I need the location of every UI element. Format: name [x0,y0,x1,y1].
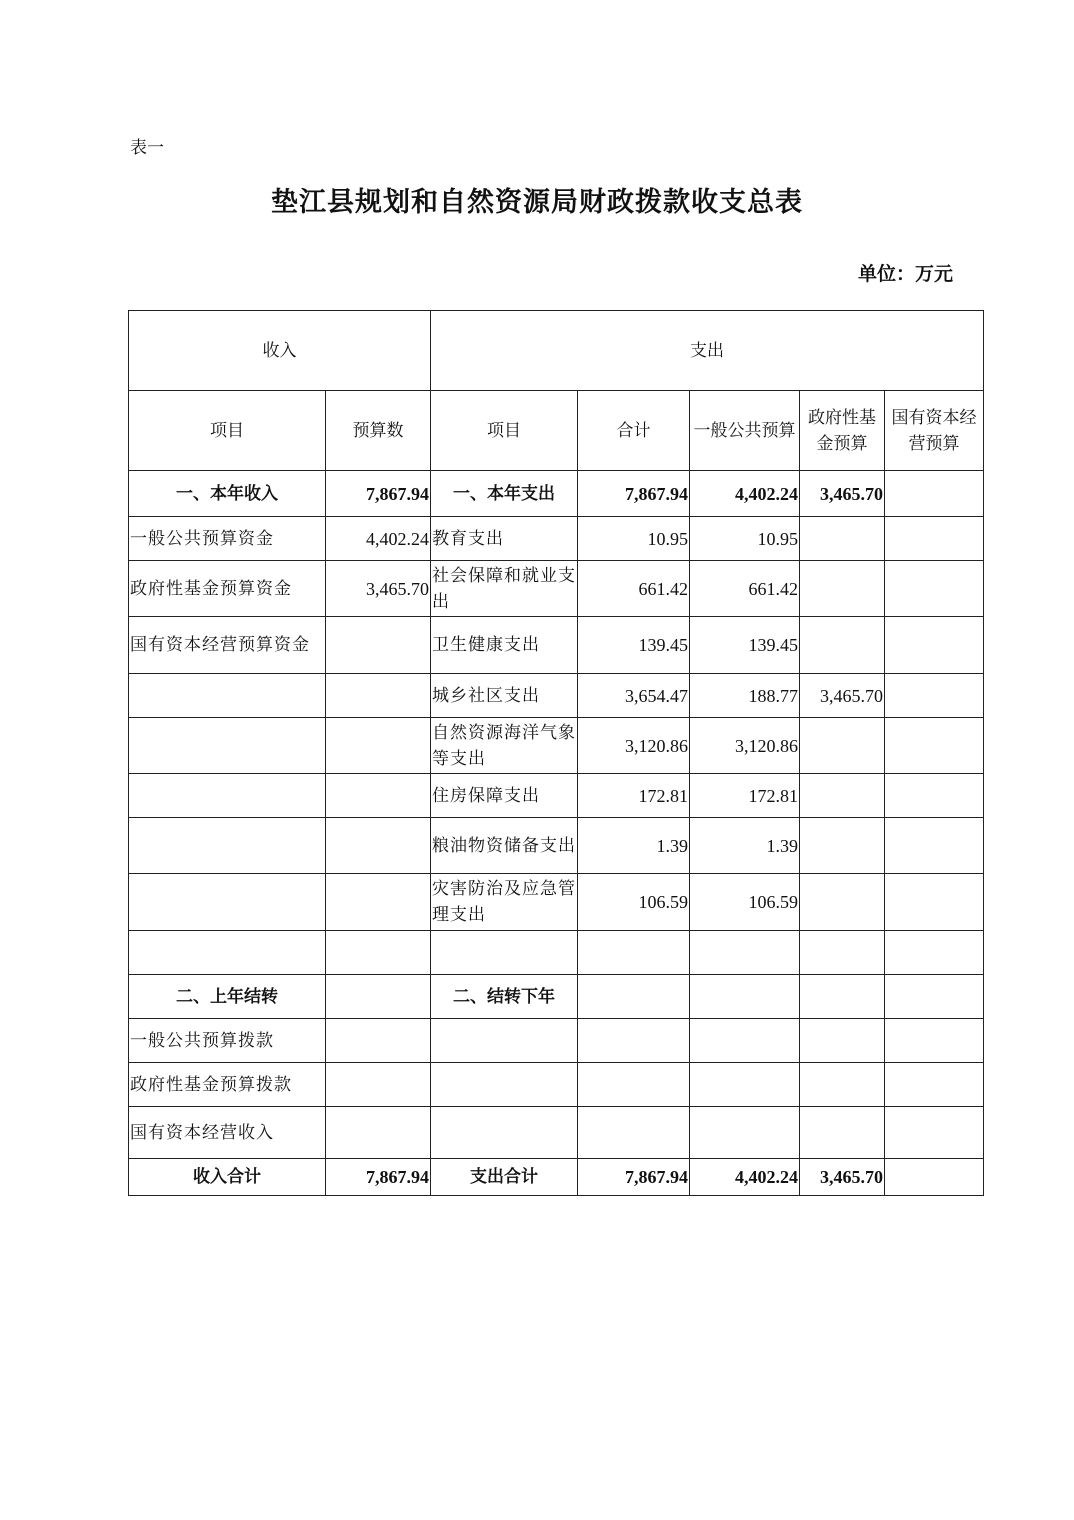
income-header: 收入 [129,311,431,391]
expense-total: 661.42 [578,561,690,617]
income-value [326,874,431,931]
expense-total: 3,120.86 [578,718,690,774]
gov-fund-value [800,818,885,874]
gov-fund-value [800,617,885,674]
income-item: 二、上年结转 [129,975,326,1019]
income-budget-header: 预算数 [326,391,431,471]
expense-item-header: 项目 [431,391,578,471]
expense-total: 10.95 [578,517,690,561]
state-capital-value [885,674,984,718]
income-item [129,674,326,718]
expense-item: 卫生健康支出 [431,617,578,674]
income-value [326,617,431,674]
expense-item: 教育支出 [431,517,578,561]
expense-item: 住房保障支出 [431,774,578,818]
state-capital-value [885,617,984,674]
expense-item [431,1107,578,1159]
table-row [129,718,984,774]
gov-fund-value [800,1107,885,1159]
gov-fund-value [800,561,885,617]
income-item: 政府性基金预算资金 [129,561,326,617]
income-value [326,774,431,818]
expense-item [431,1063,578,1107]
general-budget-value [690,931,800,975]
income-item: 国有资本经营预算资金 [129,617,326,674]
general-budget-value: 10.95 [690,517,800,561]
general-budget-value: 4,402.24 [690,471,800,517]
table-row [129,471,984,517]
income-item: 一、本年收入 [129,471,326,517]
gov-fund-value: 3,465.70 [800,471,885,517]
income-total-label: 收入合计 [129,1159,326,1196]
general-budget-value [690,1019,800,1063]
gov-fund-header: 政府性基金预算 [800,391,885,471]
income-value [326,975,431,1019]
expense-item: 城乡社区支出 [431,674,578,718]
expense-item [431,1019,578,1063]
expense-total: 1.39 [578,818,690,874]
income-item [129,818,326,874]
income-value [326,818,431,874]
general-budget-value: 1.39 [690,818,800,874]
finance-summary-table [128,310,984,1196]
expense-total-label: 支出合计 [431,1159,578,1196]
expense-total: 106.59 [578,874,690,931]
general-budget-value [690,975,800,1019]
general-budget-value: 3,120.86 [690,718,800,774]
expense-total [578,1107,690,1159]
table-row [129,1019,984,1063]
table-row [129,674,984,718]
state-capital-value [885,1159,984,1196]
expense-total: 3,654.47 [578,674,690,718]
state-capital-value [885,874,984,931]
income-item: 政府性基金预算拨款 [129,1063,326,1107]
table-row [129,774,984,818]
table-row [129,517,984,561]
page-title: 垫江县规划和自然资源局财政拨款收支总表 [271,187,803,218]
income-value [326,718,431,774]
state-capital-value [885,931,984,975]
gov-fund-value [800,975,885,1019]
gov-fund-value [800,1019,885,1063]
expense-total [578,931,690,975]
income-value: 3,465.70 [326,561,431,617]
expense-item: 粮油物资储备支出 [431,818,578,874]
header-row-sub [129,391,984,471]
expense-total: 139.45 [578,617,690,674]
general-budget-value: 106.59 [690,874,800,931]
income-item: 国有资本经营收入 [129,1107,326,1159]
income-item [129,774,326,818]
income-value [326,1063,431,1107]
expense-total [578,1063,690,1107]
income-item [129,718,326,774]
income-value [326,1019,431,1063]
state-capital-value [885,975,984,1019]
expense-item [431,931,578,975]
state-capital-value [885,774,984,818]
table-row [129,561,984,617]
state-capital-value [885,471,984,517]
income-item [129,874,326,931]
gov-fund-value: 3,465.70 [800,674,885,718]
income-item [129,931,326,975]
income-item: 一般公共预算拨款 [129,1019,326,1063]
expense-item: 一、本年支出 [431,471,578,517]
income-value: 4,402.24 [326,517,431,561]
general-budget-value: 4,402.24 [690,1159,800,1196]
state-capital-value [885,1019,984,1063]
expense-total: 7,867.94 [578,1159,690,1196]
general-budget-value: 661.42 [690,561,800,617]
total-row [129,1159,984,1196]
expense-item: 自然资源海洋气象等支出 [431,718,578,774]
general-budget-value [690,1107,800,1159]
income-value [326,674,431,718]
expense-total: 172.81 [578,774,690,818]
general-budget-value: 172.81 [690,774,800,818]
table-row [129,874,984,931]
expense-total [578,1019,690,1063]
unit-label: 单位：万元 [858,263,954,285]
table-row [129,1063,984,1107]
header-row-top [129,311,984,391]
gov-fund-value [800,1063,885,1107]
general-budget-header: 一般公共预算 [690,391,800,471]
income-value [326,1107,431,1159]
table-row [129,931,984,975]
table-row [129,975,984,1019]
income-value: 7,867.94 [326,471,431,517]
gov-fund-value [800,517,885,561]
table-row [129,818,984,874]
income-value [326,931,431,975]
general-budget-value: 188.77 [690,674,800,718]
state-capital-value [885,818,984,874]
gov-fund-value [800,874,885,931]
state-capital-value [885,517,984,561]
state-capital-value [885,1063,984,1107]
state-capital-header: 国有资本经营预算 [885,391,984,471]
expense-item: 社会保障和就业支出 [431,561,578,617]
table-row [129,1107,984,1159]
state-capital-value [885,1107,984,1159]
expense-header: 支出 [431,311,984,391]
income-item: 一般公共预算资金 [129,517,326,561]
expense-item: 二、结转下年 [431,975,578,1019]
gov-fund-value: 3,465.70 [800,1159,885,1196]
general-budget-value: 139.45 [690,617,800,674]
expense-total: 7,867.94 [578,471,690,517]
income-item-header: 项目 [129,391,326,471]
gov-fund-value [800,718,885,774]
general-budget-value [690,1063,800,1107]
state-capital-value [885,561,984,617]
expense-total-header: 合计 [578,391,690,471]
state-capital-value [885,718,984,774]
gov-fund-value [800,774,885,818]
gov-fund-value [800,931,885,975]
expense-total [578,975,690,1019]
table-row [129,617,984,674]
income-total-value: 7,867.94 [326,1159,431,1196]
table-label: 表一 [130,138,164,158]
expense-item: 灾害防治及应急管理支出 [431,874,578,931]
